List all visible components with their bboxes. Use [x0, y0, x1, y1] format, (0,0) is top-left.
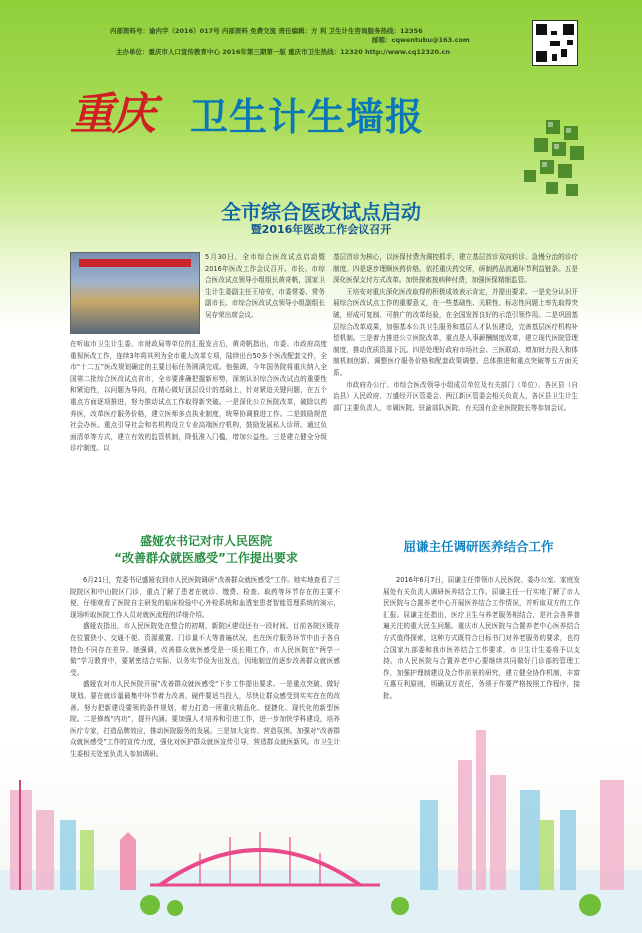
- cube-decoration-icon: [516, 120, 588, 204]
- city-skyline-illustration: [0, 720, 642, 933]
- article3-title: 屈谦主任调研医养结合工作: [403, 539, 554, 554]
- header-line-2: 主办单位：重庆市人口宣传教育中心 2016年第三期第一版 重庆市卫生热线：12320 http://www.cq12320.cn: [116, 48, 450, 56]
- meeting-photo: [70, 252, 200, 334]
- article2-paragraph-1: 6月21日，党委书记盛娅农到市人民医院调研“改善群众就医感受”工作。她实地查看了三院院区和中山院区门诊，重点了解了患者在就诊、缴费、检查、取药等环节存在的主要不便，仔细观看了医院自主研发的临床检验中心外检系统和血透室患者智能管理系统的演示，现场听取医院工作人员对就医流程的详细介绍。: [70, 576, 340, 619]
- article1-subtitle: 暨2016年医改工作会议召开: [250, 223, 392, 236]
- article3-paragraph-1: 2016年6月7日，屈谦主任带领市人民医院、委办公室、家庭发展处有关负责人调研医养结合工作。屈谦主任一行实地了解了市人民医院与合置养老中心开展医养结合工作情况，并听取双方的工作汇报。屈谦主任指出，医疗卫生与养老服务相结合，是社会各界普遍关注的重大民生问题。重庆市人民医院与合置养老中心医养结合方式值得探索，这种方式既符合目标书门对养老服务的要求，也符合国家九部委和我市医养结合工作要求，市卫生计生委将予以支持。市人民医院与合置养老中心要继续共同做好门诊部的管理工作，加强护理制建设及合作前景的研究，建立健全协作机制，丰富互惠互利原则，明确双方责任，务须于作要严格按照工作程序，接批。: [383, 576, 580, 700]
- article1-paragraph-1: 5月30日，全市综合医改试点启动暨2016年医改工作会议召开。市长、市综合医改试点领导小组组长黄奇帆，国家卫生计生委副主任王培安，市委常委、常务副市长、市综合医改试点领导小组副组长吴存荣出席会议。: [205, 253, 325, 319]
- article1-right-column: [333, 252, 578, 414]
- brand-logo: 重庆: [70, 89, 154, 140]
- masthead-title: 卫生计生墙报: [190, 95, 425, 139]
- header-email: 邮箱：cqwentubu@163.com: [372, 36, 470, 44]
- article2-paragraph-3: 盛娅农对市人民医院开展“改善群众就医感受”下步工作提出要求。一是重点突破、做好规划。要在就诊量最集中环节着力改善，硬件要适当投入，尽快让群众感受到实实在在的改善。努力把新建设要领的条件规划，着力打造一所重庆精品化、便捷化、现代化的新型医院。二是修炼“内功”，提升内涵。要加强人才培养和引进工作，进一步加快学科建设，培养医疗专家，打造品牌效应，推动医院服务的发展。三是加大宣传、营造氛围。加强对“改善群众就医感受”工作的宣传力度，强化对医护群众就医宣传引导，营造群众就医新风。市卫生计生委相关处室负责人参加调研。: [70, 680, 340, 758]
- article1-paragraph-3: 基层首诊为核心，以医保付费为调控抓手，建立基层首诊双向转诊、急慢分治的诊疗制度。四是逐步理顺医药价格。依托重庆药交所，研制药品流通环节利益链条。五是深化医保支付方式改革。加快探索按病种付费，加强医保精细监管。: [333, 253, 578, 285]
- qr-code-icon: [532, 20, 578, 66]
- article2-paragraph-2: 盛娅农指出，市人民医院处在整合的初期，新院区建设还有一段时间。目前各院区既存在位置狭小、交通不便、资源重置、门诊量不大等普遍状况，也在医疗服务环节中由于各自特色不同存在差异。她强调，改善群众就医感受是一项长期工作，市人民医院在“两学一做”学习教育中，要紧密结合实际，以务实节俭为出发点，因地制宜的逐步改善群众就医感受。: [70, 622, 340, 677]
- header-line-1: 内部资料号：渝内字（2016）017号 内部资料 免费交流 责任编辑：方 利 卫生计生咨询服务热线：12356: [110, 27, 423, 35]
- article1-paragraph-2: 在听取市卫生计生委、市财政局等单位的汇报发言后，黄奇帆指出，市委、市政府高度重视医改工作，连续3年将其列为全市重大改革专项，陆续出台50多个医改配套文件，全市“十二五”医改规划确定的主要目标任务圆满完成。他强调，今年国务院将重庆纳入全国第二批综合医改试点省市，全市要准确把握新形势，深刻认识综合医改试点的重要性和紧迫性，以问题为导向，在精心做好顶层设计的基础上，针对紧迫关键问题，在五个重点方面逐项推进，努力推动试点工作取得新突破。一是深化公立医院改革，破除以药养医，改革医疗服务价格，建立医师多点执业制度，统筹协调推进工作。二是鼓励规范社会办医。重点引导社会和名机构设立专业高端医疗机构，鼓励发展私人诊所。通过负面清单等方式，建立有效的监管机制，降低准入门槛，增加公益性。三是建立健全分级诊疗制度。以: [70, 340, 327, 453]
- article1-title: 全市综合医改试点启动: [221, 200, 421, 224]
- article1-paragraph-5: 市政府办公厅、市综合医改领导小组成员单位及有关部门（单位）、各区县（自治县）人民政府、万盛经开区管委会、两江新区管委会相关负责人，各区县卫生计生部门主要负责人，市属医院、驻渝部队医院、有关国有企业医院院长等参加会议。: [333, 380, 578, 412]
- photo-banner: [79, 259, 191, 267]
- article2-title-line-1: 盛娅农书记对市人民医院: [139, 534, 272, 548]
- article2-title-line-2: “改善群众就医感受”工作提出要求: [114, 551, 298, 565]
- article3-body: [383, 575, 580, 703]
- header-bar: [0, 0, 642, 62]
- article1-paragraph-4: 王培安对重庆深化医改取得的积极成效表示肯定，并提出要求。一是充分认识开展综合医改试点工作的重要意义，在一些基础性、关联性、标志性问题上率先取得突破，形成可复制、可推广的改革经验，在全国发挥良好的示范引领作用。二是巩固基层综合改革成果，加强基本公共卫生服务和基层人才队伍建设，完善基层医疗机构补偿机制。三是着力推进公立医院改革，重点是人事薪酬制度改革，建立现代医院管理制度，推动优质资源下沉。四是处理好政府市场社会、三医联动、增加财力投入和体制机制创新、调整医疗服务价格和配套政策调整、总体推进和重点突破等五方面关系。: [333, 287, 578, 377]
